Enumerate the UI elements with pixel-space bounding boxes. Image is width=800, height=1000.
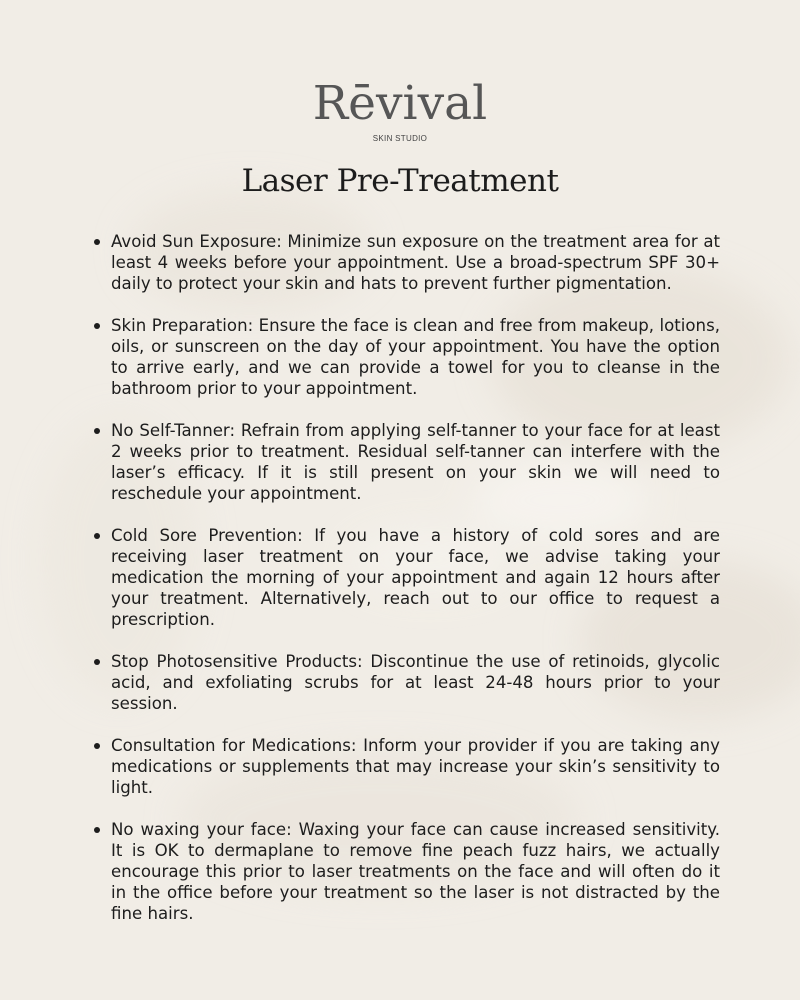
list-item bbox=[94, 819, 720, 924]
bullet-icon bbox=[94, 827, 100, 833]
bullet-icon bbox=[94, 743, 100, 749]
brand-logo bbox=[0, 78, 800, 143]
list-item-text: Skin Preparation: Ensure the face is clean and free from makeup, lotions, oils, or sunscreen on the day of your appointment. You have the option to arrive early, and we can provide a towel for you to cleanse in the bathroom prior to your appointment. bbox=[111, 316, 720, 398]
list-item bbox=[94, 735, 720, 798]
brand-tagline: SKIN STUDIO bbox=[372, 134, 428, 143]
list-item bbox=[94, 651, 720, 714]
list-item-text: Avoid Sun Exposure: Minimize sun exposure on the treatment area for at least 4 weeks before your appointment. Use a broad-spectrum SPF 30+ daily to protect your skin and hats to prevent further pigmentation. bbox=[111, 232, 720, 293]
bullet-icon bbox=[94, 659, 100, 665]
brand-name: Rēvival bbox=[312, 76, 488, 131]
list-item bbox=[94, 525, 720, 630]
list-item bbox=[94, 420, 720, 504]
bullet-icon bbox=[94, 323, 100, 329]
bullet-icon bbox=[94, 428, 100, 434]
list-item-text: No waxing your face: Waxing your face can cause increased sensitivity. It is OK to dermaplane to remove fine peach fuzz hairs, we actually encourage this prior to laser treatments on the face and will often do it in the office before your treatment so the laser is not distracted by the fine hairs. bbox=[111, 820, 720, 923]
instruction-list bbox=[94, 231, 720, 945]
bullet-icon bbox=[94, 533, 100, 539]
list-item bbox=[94, 231, 720, 294]
list-item-text: Cold Sore Prevention: If you have a history of cold sores and are receiving laser treatment on your face, we advise taking your medication the morning of your appointment and again 12 hours after your treatment. Alternatively, reach out to our office to request a prescription. bbox=[111, 526, 720, 629]
bullet-icon bbox=[94, 239, 100, 245]
list-item-text: Stop Photosensitive Products: Discontinue the use of retinoids, glycolic acid, and exfoliating scrubs for at least 24-48 hours prior to your session. bbox=[111, 652, 720, 713]
list-item bbox=[94, 315, 720, 399]
list-item-text: Consultation for Medications: Inform your provider if you are taking any medications or supplements that may increase your skin’s sensitivity to light. bbox=[111, 736, 720, 797]
page-title: Laser Pre-Treatment bbox=[241, 163, 559, 199]
list-item-text: No Self-Tanner: Refrain from applying self-tanner to your face for at least 2 weeks prior to treatment. Residual self-tanner can interfere with the laser’s efficacy. If it is still present on your skin we will need to reschedule your appointment. bbox=[111, 421, 720, 503]
